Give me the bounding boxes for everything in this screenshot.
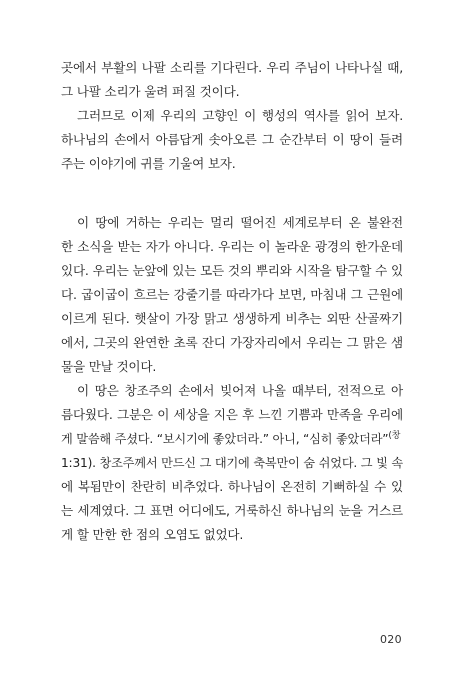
page-number: 020 xyxy=(380,633,402,646)
text-line: 한 소식을 받는 자가 아니다. 우리는 이 놀라운 광경의 한가운데 xyxy=(61,239,403,254)
text-line: 름다웠다. 그분은 이 세상을 지은 후 느낀 기쁨과 만족을 우리에 xyxy=(61,407,403,422)
text-line: 는 세계였다. 그 표면 어디에도, 거룩하신 하나님의 눈을 거스르 xyxy=(61,503,403,518)
text-line: 곳에서 부활의 나팔 소리를 기다린다. 우리 주님이 나타나실 때, xyxy=(61,60,403,75)
text-block-1 xyxy=(61,56,403,176)
paragraph-start-line: 이 땅에 거하는 우리는 멀리 떨어진 세계로부터 온 불완전 xyxy=(77,215,403,230)
text-line: 이르게 된다. 햇살이 가장 맑고 생생하게 비추는 외딴 산골짜기 xyxy=(61,311,403,326)
text-line: 하나님의 손에서 아름답게 솟아오른 그 순간부터 이 땅이 들려 xyxy=(61,132,403,147)
text-line: 있다. 우리는 눈앞에 있는 모든 것의 뿌리와 시작을 탐구할 수 있 xyxy=(61,263,403,278)
text-line: 물을 만날 것이다. xyxy=(61,359,157,374)
text-line: 에 복됨만이 찬란히 비추었다. 하나님이 온전히 기뻐하실 수 있 xyxy=(61,479,403,494)
text-line: 에서, 그곳의 완연한 초록 잔디 가장자리에서 우리는 그 맑은 샘 xyxy=(61,335,403,350)
text-line: 주는 이야기에 귀를 기울여 보자. xyxy=(61,156,236,171)
text-line: 1:31). 창조주께서 만드신 그 대기에 축복만이 숨 쉬었다. 그 빛 속 xyxy=(61,456,403,470)
text-block-2 xyxy=(61,211,403,547)
text-line: 다. 굽이굽이 흐르는 강줄기를 따라가다 보면, 마침내 그 근원에 xyxy=(61,287,403,302)
text-line-with-reference xyxy=(61,427,403,451)
scripture-reference: (창 xyxy=(388,431,401,441)
paragraph-start-line: 이 땅은 창조주의 손에서 빚어져 나올 때부터, 전적으로 아 xyxy=(77,383,403,398)
paragraph-start-line: 그러므로 이제 우리의 고향인 이 행성의 역사를 읽어 보자. xyxy=(77,108,403,123)
text-segment: 게 말씀해 주셨다. “보시기에 좋았더라.” 아니, “심히 좋았더라” xyxy=(61,432,389,446)
text-line: 게 할 만한 한 점의 오염도 없었다. xyxy=(61,527,244,542)
text-line: 그 나팔 소리가 울려 퍼질 것이다. xyxy=(61,84,240,99)
